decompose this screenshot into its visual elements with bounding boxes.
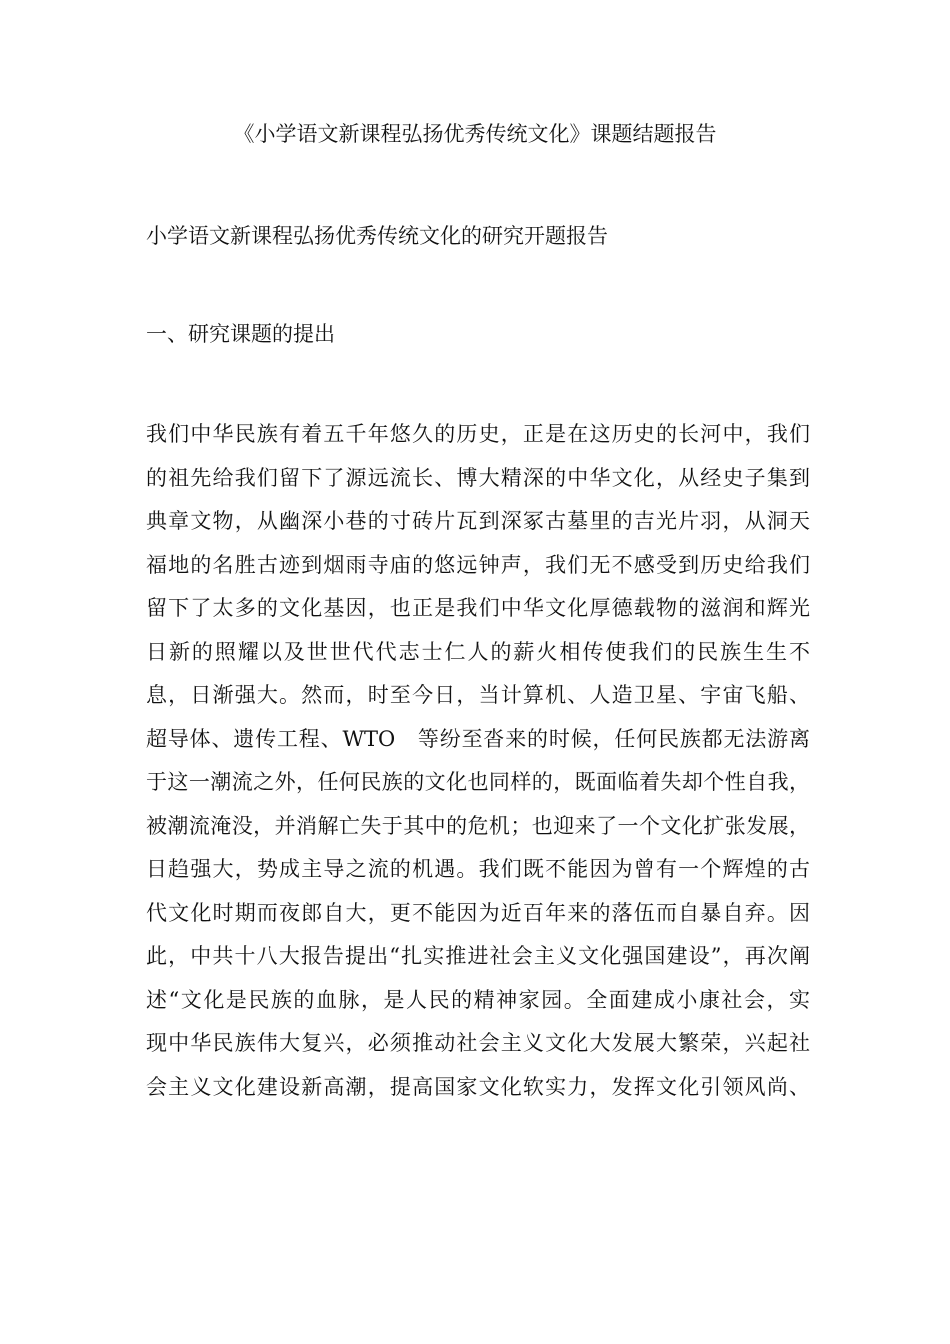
paragraph-line: 典章文物，从幽深小巷的寸砖片瓦到深冢古墓里的吉光片羽，从洞天 [146,509,810,533]
report-title: 《小学语文新课程弘扬优秀传统文化》课题结题报告 [233,122,717,146]
paragraph-line: 留下了太多的文化基因，也正是我们中华文化厚德载物的滋润和辉光 [146,596,810,620]
paragraph-line: 的祖先给我们留下了源远流长、博大精深的中华文化，从经史子集到 [146,465,810,490]
body-paragraph [146,413,810,1109]
section-heading: 一、研究课题的提出 [146,322,335,346]
paragraph-line: 述“文化是民族的血脉，是人民的精神家园。全面建成小康社会，实 [146,987,810,1012]
paragraph-line: 会主义文化建设新高潮，提高国家文化软实力，发挥文化引领风尚、 [146,1074,810,1099]
paragraph-line: 现中华民族伟大复兴，必须推动社会主义文化大发展大繁荣，兴起社 [146,1031,810,1055]
paragraph-line: 此，中共十八大报告提出“扎实推进社会主义文化强国建设”，再次阐 [146,944,810,968]
paragraph-line: 日趋强大，势成主导之流的机遇。我们既不能因为曾有一个辉煌的古 [146,857,810,881]
paragraph-line: 日新的照耀以及世世代代志士仁人的薪火相传使我们的民族生生不 [146,639,810,664]
paragraph-line: 我们中华民族有着五千年悠久的历史，正是在这历史的长河中，我们 [146,422,810,446]
paragraph-line: 于这一潮流之外，任何民族的文化也同样的，既面临着失却个性自我， [146,770,810,794]
paragraph-line: 代文化时期而夜郎自大，更不能因为近百年来的落伍而自暴自弃。因 [146,900,810,925]
paragraph-line: 息，日渐强大。然而，时至今日，当计算机、人造卫星、宇宙飞船、 [146,683,810,707]
paragraph-line: 福地的名胜古迹到烟雨寺庙的悠远钟声，我们无不感受到历史给我们 [146,552,810,577]
paragraph-line: 超导体、遗传工程、WTO 等纷至沓来的时候，任何民族都无法游离 [146,726,810,751]
report-subtitle: 小学语文新课程弘扬优秀传统文化的研究开题报告 [146,224,608,248]
paragraph-line: 被潮流淹没，并消解亡失于其中的危机；也迎来了一个文化扩张发展， [146,813,810,838]
